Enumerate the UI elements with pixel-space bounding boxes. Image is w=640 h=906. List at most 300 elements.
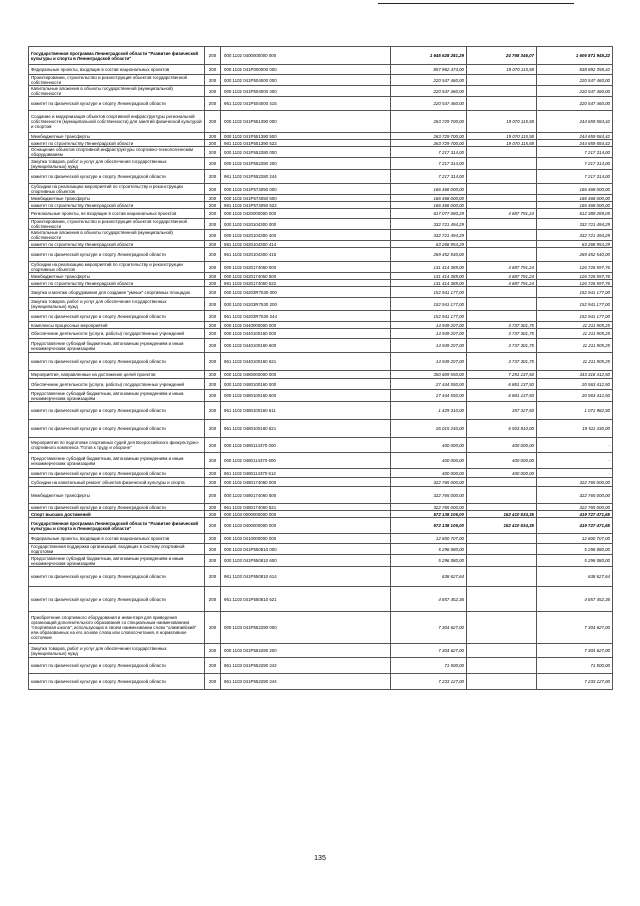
row-line-code-cell: 200 bbox=[205, 287, 221, 298]
row-executed-amount-cell bbox=[467, 487, 537, 504]
row-approved-amount-cell: 12 600 707,00 bbox=[391, 534, 467, 544]
row-name-cell: комитет по строительству Ленинградской области bbox=[29, 280, 205, 287]
row-unexecuted-amount-cell: 63 268 954,29 bbox=[537, 241, 613, 248]
row-name-cell: Межбюджетные трансферты bbox=[29, 133, 205, 140]
row-name-cell: Федеральные проекты, входящие в состав национальных проектов bbox=[29, 65, 205, 75]
row-classification-code-cell: 961 1102 0420104300 415 bbox=[221, 248, 391, 262]
row-executed-amount-cell bbox=[467, 230, 537, 241]
row-name-cell: Обеспечение деятельности (услуги, работы) государственных учреждений bbox=[29, 329, 205, 339]
row-approved-amount-cell: 269 452 540,00 bbox=[391, 248, 467, 262]
row-name-cell: Обеспечение деятельности (услуги, работы) государственных учреждений bbox=[29, 379, 205, 390]
row-classification-code-cell: 000 1102 041P574050 000 bbox=[221, 184, 391, 195]
row-executed-amount-cell: 152 410 634,35 bbox=[467, 511, 537, 518]
row-line-code-cell: 200 bbox=[205, 158, 221, 170]
row-name-cell: Предоставление субсидий бюджетным, автономным учреждениям и иным некоммерческим организациям bbox=[29, 339, 205, 353]
row-unexecuted-amount-cell: 152 941 177,00 bbox=[537, 311, 613, 322]
row-classification-code-cell: 000 1102 0480100160 000 bbox=[221, 379, 391, 390]
row-classification-code-cell: 000 1102 04203R7530 200 bbox=[221, 298, 391, 311]
row-classification-code-cell: 961 1102 0480174060 521 bbox=[221, 504, 391, 511]
row-unexecuted-amount-cell: 11 211 905,25 bbox=[537, 322, 613, 329]
row-unexecuted-amount-cell: 166 468 000,00 bbox=[537, 202, 613, 209]
row-line-code-cell: 200 bbox=[205, 184, 221, 195]
row-classification-code-cell: 000 1102 0420104300 000 bbox=[221, 219, 391, 230]
row-line-code-cell: 200 bbox=[205, 298, 221, 311]
table-row bbox=[29, 47, 613, 65]
row-approved-amount-cell: 572 138 106,00 bbox=[391, 518, 467, 534]
table-row bbox=[29, 353, 613, 371]
row-classification-code-cell: 000 1103 0000000000 000 bbox=[221, 511, 391, 518]
row-name-cell: Межбюджетные трансферты bbox=[29, 195, 205, 202]
row-line-code-cell: 200 bbox=[205, 658, 221, 674]
row-line-code-cell: 200 bbox=[205, 379, 221, 390]
row-approved-amount-cell: 263 729 700,00 bbox=[391, 111, 467, 133]
row-classification-code-cell: 961 1102 0480114370 612 bbox=[221, 469, 391, 478]
table-row bbox=[29, 219, 613, 230]
row-executed-amount-cell: 6 503 810,00 bbox=[467, 420, 537, 438]
row-line-code-cell: 200 bbox=[205, 518, 221, 534]
row-classification-code-cell: 000 1102 041P552280 200 bbox=[221, 158, 391, 170]
row-line-code-cell: 200 bbox=[205, 86, 221, 97]
row-name-cell: комитет по физической культуре и спорту Ленинградской области bbox=[29, 353, 205, 371]
row-unexecuted-amount-cell: 71 500,00 bbox=[537, 658, 613, 674]
row-unexecuted-amount-cell: 220 547 460,00 bbox=[537, 97, 613, 111]
row-name-cell: комитет по строительству Ленинградской области bbox=[29, 241, 205, 248]
row-name-cell: Федеральные проекты, входящие в состав национальных проектов bbox=[29, 534, 205, 544]
budget-table-container bbox=[28, 46, 612, 690]
row-unexecuted-amount-cell: 269 452 540,00 bbox=[537, 248, 613, 262]
row-classification-code-cell: 000 1102 041P504000 400 bbox=[221, 86, 391, 97]
row-unexecuted-amount-cell: - bbox=[537, 453, 613, 469]
row-approved-amount-cell: 166 468 000,00 bbox=[391, 184, 467, 195]
table-row bbox=[29, 402, 613, 420]
row-line-code-cell: 200 bbox=[205, 170, 221, 184]
row-executed-amount-cell: 4 687 791,24 bbox=[467, 209, 537, 219]
row-approved-amount-cell: 71 500,00 bbox=[391, 658, 467, 674]
row-name-cell: Проектирование, строительство и реконструкция объектов государственной собственности bbox=[29, 219, 205, 230]
row-classification-code-cell: 000 1103 041P550810 600 bbox=[221, 555, 391, 567]
row-line-code-cell: 200 bbox=[205, 230, 221, 241]
row-executed-amount-cell bbox=[467, 555, 537, 567]
row-classification-code-cell: 000 1102 041P552280 000 bbox=[221, 147, 391, 158]
row-approved-amount-cell: 263 729 700,00 bbox=[391, 140, 467, 147]
row-unexecuted-amount-cell: 20 563 412,50 bbox=[537, 379, 613, 390]
table-row bbox=[29, 273, 613, 280]
table-row bbox=[29, 469, 613, 478]
row-classification-code-cell: 961 1102 0480100160 621 bbox=[221, 420, 391, 438]
row-classification-code-cell: 000 1103 041P552290 000 bbox=[221, 612, 391, 644]
table-row bbox=[29, 262, 613, 273]
table-row bbox=[29, 534, 613, 544]
table-row bbox=[29, 329, 613, 339]
row-approved-amount-cell: 322 765 000,00 bbox=[391, 504, 467, 511]
row-name-cell: Межбюджетные трансферты bbox=[29, 487, 205, 504]
row-unexecuted-amount-cell: 166 468 000,00 bbox=[537, 184, 613, 195]
row-executed-amount-cell bbox=[467, 544, 537, 555]
row-executed-amount-cell: 400 000,00 bbox=[467, 438, 537, 453]
row-classification-code-cell: 000 1103 0410000000 000 bbox=[221, 534, 391, 544]
row-unexecuted-amount-cell: 220 547 460,00 bbox=[537, 75, 613, 86]
row-name-cell: Предоставление субсидий бюджетным, автономным учреждениям и иным некоммерческим организациям bbox=[29, 555, 205, 567]
row-unexecuted-amount-cell: 244 659 584,42 bbox=[537, 140, 613, 147]
row-line-code-cell: 200 bbox=[205, 47, 221, 65]
row-line-code-cell: 200 bbox=[205, 111, 221, 133]
row-executed-amount-cell bbox=[467, 534, 537, 544]
row-classification-code-cell: 961 1103 041P550810 621 bbox=[221, 587, 391, 612]
row-unexecuted-amount-cell: 126 726 597,76 bbox=[537, 273, 613, 280]
row-name-cell: Капитальные вложения в объекты государственной (муниципальной) собственности bbox=[29, 230, 205, 241]
row-name-cell: комитет по физической культуре и спорту Ленинградской области bbox=[29, 469, 205, 478]
row-classification-code-cell: 000 1103 0400000000 000 bbox=[221, 518, 391, 534]
row-line-code-cell: 200 bbox=[205, 420, 221, 438]
row-classification-code-cell: 000 1102 0440000000 000 bbox=[221, 322, 391, 329]
row-line-code-cell: 200 bbox=[205, 248, 221, 262]
row-executed-amount-cell bbox=[467, 75, 537, 86]
row-executed-amount-cell bbox=[467, 86, 537, 97]
row-unexecuted-amount-cell: 7 233 127,00 bbox=[537, 674, 613, 690]
row-unexecuted-amount-cell: 7 217 314,00 bbox=[537, 147, 613, 158]
row-executed-amount-cell bbox=[467, 298, 537, 311]
table-row bbox=[29, 390, 613, 402]
table-row bbox=[29, 371, 613, 379]
table-row bbox=[29, 147, 613, 158]
row-approved-amount-cell: 7 217 314,00 bbox=[391, 170, 467, 184]
table-row bbox=[29, 511, 613, 518]
budget-table bbox=[28, 46, 613, 690]
row-approved-amount-cell: 152 941 177,00 bbox=[391, 287, 467, 298]
row-executed-amount-cell bbox=[467, 158, 537, 170]
row-classification-code-cell: 000 1102 0420174050 000 bbox=[221, 262, 391, 273]
row-approved-amount-cell: 7 217 314,00 bbox=[391, 158, 467, 170]
row-approved-amount-cell: 14 949 207,00 bbox=[391, 353, 467, 371]
row-name-cell: Оснащение объектов спортивной инфраструктуры спортивно-технологическим оборудованием bbox=[29, 147, 205, 158]
table-row bbox=[29, 518, 613, 534]
row-approved-amount-cell: 7 304 627,00 bbox=[391, 644, 467, 658]
row-name-cell: Создание и модернизация объектов спортивной инфраструктуры региональной собственности (муниципальной собственности) для занятий физической культурой и спортом bbox=[29, 111, 205, 133]
row-approved-amount-cell: 27 444 550,00 bbox=[391, 390, 467, 402]
table-row bbox=[29, 75, 613, 86]
row-executed-amount-cell: 6 881 137,50 bbox=[467, 390, 537, 402]
row-name-cell: комитет по физической культуре и спорту Ленинградской области bbox=[29, 402, 205, 420]
row-unexecuted-amount-cell: 5 296 080,00 bbox=[537, 544, 613, 555]
row-classification-code-cell: 000 1102 0480174060 000 bbox=[221, 478, 391, 487]
row-approved-amount-cell: 27 444 550,00 bbox=[391, 379, 467, 390]
table-row bbox=[29, 140, 613, 147]
row-approved-amount-cell: 220 547 460,00 bbox=[391, 86, 467, 97]
row-approved-amount-cell: 14 949 207,00 bbox=[391, 339, 467, 353]
row-executed-amount-cell: 19 070 115,58 bbox=[467, 65, 537, 75]
row-approved-amount-cell: 5 296 080,00 bbox=[391, 555, 467, 567]
row-executed-amount-cell: 4 687 791,24 bbox=[467, 262, 537, 273]
row-classification-code-cell: 961 1102 04203R7530 244 bbox=[221, 311, 391, 322]
row-line-code-cell: 200 bbox=[205, 273, 221, 280]
row-unexecuted-amount-cell: 7 304 627,00 bbox=[537, 644, 613, 658]
row-classification-code-cell: 000 1102 041P504000 000 bbox=[221, 75, 391, 86]
row-line-code-cell: 200 bbox=[205, 544, 221, 555]
row-name-cell: Спорт высших достижений bbox=[29, 511, 205, 518]
table-row bbox=[29, 674, 613, 690]
row-approved-amount-cell: 332 721 494,29 bbox=[391, 219, 467, 230]
row-unexecuted-amount-cell: 220 547 460,00 bbox=[537, 86, 613, 97]
row-name-cell: Государственная программа Ленинградской области "Развитие физической культуры и спорта в Ленинградской области" bbox=[29, 518, 205, 534]
row-executed-amount-cell bbox=[467, 587, 537, 612]
row-name-cell: комитет по строительству Ленинградской области bbox=[29, 202, 205, 209]
table-row bbox=[29, 287, 613, 298]
row-line-code-cell: 200 bbox=[205, 402, 221, 420]
row-unexecuted-amount-cell: 322 765 000,00 bbox=[537, 504, 613, 511]
row-executed-amount-cell: 400 000,00 bbox=[467, 469, 537, 478]
row-line-code-cell: 200 bbox=[205, 674, 221, 690]
row-unexecuted-amount-cell: 7 217 314,00 bbox=[537, 158, 613, 170]
row-line-code-cell: 200 bbox=[205, 390, 221, 402]
row-executed-amount-cell: 4 687 791,24 bbox=[467, 280, 537, 287]
row-unexecuted-amount-cell: 166 468 000,00 bbox=[537, 195, 613, 202]
row-executed-amount-cell: 3 737 301,75 bbox=[467, 322, 537, 329]
row-approved-amount-cell: 5 296 080,00 bbox=[391, 544, 467, 555]
row-executed-amount-cell bbox=[467, 170, 537, 184]
row-name-cell: Капитальные вложения в объекты государственной (муниципальной) собственности bbox=[29, 86, 205, 97]
row-classification-code-cell: 000 1102 04203R7530 000 bbox=[221, 287, 391, 298]
table-row bbox=[29, 86, 613, 97]
row-name-cell: Субсидии на капитальный ремонт объектов физической культуры и спорта bbox=[29, 478, 205, 487]
table-row bbox=[29, 644, 613, 658]
row-line-code-cell: 200 bbox=[205, 534, 221, 544]
row-classification-code-cell: 000 1102 0480100160 600 bbox=[221, 390, 391, 402]
row-classification-code-cell: 000 1102 0420000000 000 bbox=[221, 209, 391, 219]
row-name-cell: Мероприятия, направленные на достижение целей проектов bbox=[29, 371, 205, 379]
row-name-cell: Субсидии на реализацию мероприятий по строительству и реконструкции спортивных объектов bbox=[29, 262, 205, 273]
row-unexecuted-amount-cell: 7 304 627,00 bbox=[537, 612, 613, 644]
row-approved-amount-cell: 322 765 000,00 bbox=[391, 487, 467, 504]
row-unexecuted-amount-cell: 7 217 314,00 bbox=[537, 170, 613, 184]
row-line-code-cell: 200 bbox=[205, 202, 221, 209]
row-unexecuted-amount-cell: 612 389 289,05 bbox=[537, 209, 613, 219]
row-executed-amount-cell bbox=[467, 147, 537, 158]
row-classification-code-cell: 961 1102 0480100160 611 bbox=[221, 402, 391, 420]
row-executed-amount-cell bbox=[467, 311, 537, 322]
row-name-cell: Приобретение спортивного оборудования и инвентаря для приведения организаций дополнительного образования со специальным наименованием "спортивная школа", использующих в своем наименовании слово "олимпийский" или образованных на его основе слова или словосочетания, в нормативное состояние bbox=[29, 612, 205, 644]
row-line-code-cell: 200 bbox=[205, 311, 221, 322]
page-number: 135 bbox=[314, 855, 326, 862]
row-classification-code-cell: 000 1103 041P552290 200 bbox=[221, 644, 391, 658]
row-line-code-cell: 200 bbox=[205, 329, 221, 339]
row-approved-amount-cell: 14 949 207,00 bbox=[391, 329, 467, 339]
table-row bbox=[29, 504, 613, 511]
row-executed-amount-cell: 19 070 115,58 bbox=[467, 133, 537, 140]
row-unexecuted-amount-cell: 12 600 707,00 bbox=[537, 534, 613, 544]
row-executed-amount-cell bbox=[467, 219, 537, 230]
row-unexecuted-amount-cell: 11 211 905,25 bbox=[537, 353, 613, 371]
row-classification-code-cell: 961 1102 0440100160 621 bbox=[221, 353, 391, 371]
row-line-code-cell: 200 bbox=[205, 97, 221, 111]
row-name-cell: Закупка и монтаж оборудования для создания "умных" спортивных площадок bbox=[29, 287, 205, 298]
row-approved-amount-cell: 400 000,00 bbox=[391, 438, 467, 453]
row-line-code-cell: 200 bbox=[205, 133, 221, 140]
table-row bbox=[29, 97, 613, 111]
table-row bbox=[29, 170, 613, 184]
row-executed-amount-cell bbox=[467, 195, 537, 202]
top-rule bbox=[378, 3, 574, 4]
row-unexecuted-amount-cell: 152 941 177,00 bbox=[537, 298, 613, 311]
row-approved-amount-cell: 638 627,64 bbox=[391, 567, 467, 587]
row-executed-amount-cell bbox=[467, 184, 537, 195]
row-executed-amount-cell: 152 410 634,35 bbox=[467, 518, 537, 534]
row-line-code-cell: 200 bbox=[205, 209, 221, 219]
row-unexecuted-amount-cell: 5 296 080,00 bbox=[537, 555, 613, 567]
row-executed-amount-cell bbox=[467, 241, 537, 248]
row-line-code-cell: 200 bbox=[205, 555, 221, 567]
row-unexecuted-amount-cell: 332 721 494,29 bbox=[537, 230, 613, 241]
table-row bbox=[29, 298, 613, 311]
row-executed-amount-cell: 400 000,00 bbox=[467, 453, 537, 469]
row-unexecuted-amount-cell: - bbox=[537, 469, 613, 478]
row-approved-amount-cell: 7 304 627,00 bbox=[391, 612, 467, 644]
row-classification-code-cell: 000 1102 0480114370 000 bbox=[221, 438, 391, 453]
row-name-cell: Государственная программа Ленинградской области "Развитие физической культуры и спорта в Ленинградской области" bbox=[29, 47, 205, 65]
row-classification-code-cell: 000 1102 0480174060 500 bbox=[221, 487, 391, 504]
row-approved-amount-cell: 322 765 000,00 bbox=[391, 478, 467, 487]
row-name-cell: Закупка товаров, работ и услуг для обеспечения государственных (муниципальных) нужд bbox=[29, 298, 205, 311]
row-name-cell: Региональные проекты, не входящие в состав национальных проектов bbox=[29, 209, 205, 219]
row-line-code-cell: 200 bbox=[205, 567, 221, 587]
row-name-cell: Предоставление субсидий бюджетным, автономным учреждениям и иным некоммерческим организациям bbox=[29, 453, 205, 469]
row-line-code-cell: 200 bbox=[205, 280, 221, 287]
row-line-code-cell: 200 bbox=[205, 371, 221, 379]
row-approved-amount-cell: 7 217 314,00 bbox=[391, 147, 467, 158]
table-row bbox=[29, 567, 613, 587]
row-executed-amount-cell bbox=[467, 287, 537, 298]
row-classification-code-cell: 000 1102 041P000000 000 bbox=[221, 65, 391, 75]
row-executed-amount-cell: 19 070 115,58 bbox=[467, 111, 537, 133]
row-unexecuted-amount-cell: 638 627,64 bbox=[537, 567, 613, 587]
table-row bbox=[29, 478, 613, 487]
row-line-code-cell: 200 bbox=[205, 75, 221, 86]
row-classification-code-cell: 961 1102 041P552280 244 bbox=[221, 170, 391, 184]
row-classification-code-cell: 000 1102 0440100160 000 bbox=[221, 329, 391, 339]
table-row bbox=[29, 311, 613, 322]
row-classification-code-cell: 961 1102 041P504000 415 bbox=[221, 97, 391, 111]
table-row bbox=[29, 544, 613, 555]
row-name-cell: Мероприятия по подготовке спортивных судей для Всероссийского физкультурно-спортивного комплекса "Готов к труду и обороне" bbox=[29, 438, 205, 453]
table-row bbox=[29, 241, 613, 248]
row-executed-amount-cell: 7 291 137,50 bbox=[467, 371, 537, 379]
row-unexecuted-amount-cell: 4 657 452,36 bbox=[537, 587, 613, 612]
row-classification-code-cell: 000 1102 041P551390 500 bbox=[221, 133, 391, 140]
table-row bbox=[29, 65, 613, 75]
row-name-cell: комитет по физической культуре и спорту Ленинградской области bbox=[29, 97, 205, 111]
row-approved-amount-cell: 857 962 474,00 bbox=[391, 65, 467, 75]
row-unexecuted-amount-cell: 11 211 905,25 bbox=[537, 329, 613, 339]
row-line-code-cell: 200 bbox=[205, 478, 221, 487]
row-name-cell: Закупка товаров, работ и услуг для обеспечения государственных (муниципальных) нужд bbox=[29, 644, 205, 658]
row-executed-amount-cell bbox=[467, 248, 537, 262]
row-approved-amount-cell: 4 657 452,36 bbox=[391, 587, 467, 612]
row-approved-amount-cell: 166 468 000,00 bbox=[391, 202, 467, 209]
row-name-cell: комитет по физической культуре и спорту Ленинградской области bbox=[29, 674, 205, 690]
row-executed-amount-cell: 3 737 301,75 bbox=[467, 329, 537, 339]
table-row bbox=[29, 184, 613, 195]
row-approved-amount-cell: 152 941 177,00 bbox=[391, 298, 467, 311]
row-classification-code-cell: 000 1102 0400000000 000 bbox=[221, 47, 391, 65]
row-name-cell: комитет по физической культуре и спорту Ленинградской области bbox=[29, 658, 205, 674]
row-line-code-cell: 200 bbox=[205, 65, 221, 75]
row-classification-code-cell: 981 1102 041P551390 522 bbox=[221, 140, 391, 147]
row-classification-code-cell: 000 1102 0480000000 000 bbox=[221, 371, 391, 379]
row-executed-amount-cell: 24 768 346,07 bbox=[467, 47, 537, 65]
row-executed-amount-cell: 4 687 791,24 bbox=[467, 273, 537, 280]
table-row bbox=[29, 111, 613, 133]
row-approved-amount-cell: 1 645 628 281,29 bbox=[391, 47, 467, 65]
table-row bbox=[29, 339, 613, 353]
row-name-cell: Проектирование, строительство и реконструкция объектов государственной собственности bbox=[29, 75, 205, 86]
row-unexecuted-amount-cell: 1 606 871 945,22 bbox=[537, 47, 613, 65]
row-approved-amount-cell: 220 547 460,00 bbox=[391, 75, 467, 86]
row-executed-amount-cell bbox=[467, 567, 537, 587]
row-name-cell: комитет по строительству Ленинградской области bbox=[29, 140, 205, 147]
table-row bbox=[29, 487, 613, 504]
row-approved-amount-cell: 350 609 550,00 bbox=[391, 371, 467, 379]
row-unexecuted-amount-cell: 152 941 177,00 bbox=[537, 287, 613, 298]
row-executed-amount-cell bbox=[467, 674, 537, 690]
row-unexecuted-amount-cell: 322 765 000,00 bbox=[537, 487, 613, 504]
table-row bbox=[29, 133, 613, 140]
row-line-code-cell: 200 bbox=[205, 453, 221, 469]
row-unexecuted-amount-cell: 126 726 597,76 bbox=[537, 262, 613, 273]
row-unexecuted-amount-cell: - bbox=[537, 438, 613, 453]
row-classification-code-cell: 981 1102 041P574050 522 bbox=[221, 202, 391, 209]
row-approved-amount-cell: 152 941 177,00 bbox=[391, 311, 467, 322]
row-name-cell: комитет по физической культуре и спорту Ленинградской области bbox=[29, 420, 205, 438]
table-row bbox=[29, 230, 613, 241]
row-line-code-cell: 200 bbox=[205, 339, 221, 353]
row-executed-amount-cell bbox=[467, 504, 537, 511]
row-classification-code-cell: 961 1103 041P552290 244 bbox=[221, 674, 391, 690]
row-line-code-cell: 200 bbox=[205, 487, 221, 504]
row-name-cell: комитет по физической культуре и спорту Ленинградской области bbox=[29, 587, 205, 612]
row-unexecuted-amount-cell: 244 659 584,42 bbox=[537, 111, 613, 133]
table-row bbox=[29, 379, 613, 390]
row-name-cell: комитет по физической культуре и спорту Ленинградской области bbox=[29, 567, 205, 587]
row-name-cell: Межбюджетные трансферты bbox=[29, 273, 205, 280]
row-executed-amount-cell: 3 737 301,75 bbox=[467, 339, 537, 353]
row-classification-code-cell: 000 1102 0420174050 500 bbox=[221, 273, 391, 280]
row-line-code-cell: 200 bbox=[205, 504, 221, 511]
row-unexecuted-amount-cell: 126 726 597,76 bbox=[537, 280, 613, 287]
row-classification-code-cell: 961 1103 041P550810 614 bbox=[221, 567, 391, 587]
row-line-code-cell: 200 bbox=[205, 511, 221, 518]
table-row bbox=[29, 158, 613, 170]
table-row bbox=[29, 248, 613, 262]
row-unexecuted-amount-cell: 19 511 430,00 bbox=[537, 420, 613, 438]
row-name-cell: Государственная поддержка организаций, входящих в систему спортивной подготовки bbox=[29, 544, 205, 555]
row-unexecuted-amount-cell: 419 727 471,65 bbox=[537, 518, 613, 534]
row-name-cell: комитет по физической культуре и спорту Ленинградской области bbox=[29, 170, 205, 184]
row-approved-amount-cell: 7 233 127,00 bbox=[391, 674, 467, 690]
row-name-cell: Субсидии на реализацию мероприятий по строительству и реконструкции спортивных объектов bbox=[29, 184, 205, 195]
budget-table-body bbox=[29, 47, 613, 690]
table-row bbox=[29, 438, 613, 453]
row-name-cell: комитет по физической культуре и спорту Ленинградской области bbox=[29, 504, 205, 511]
row-executed-amount-cell bbox=[467, 612, 537, 644]
row-name-cell: Закупка товаров, работ и услуг для обеспечения государственных (муниципальных) нужд bbox=[29, 158, 205, 170]
row-line-code-cell: 200 bbox=[205, 262, 221, 273]
table-row bbox=[29, 209, 613, 219]
row-executed-amount-cell: 19 070 115,58 bbox=[467, 140, 537, 147]
row-approved-amount-cell: 263 729 700,00 bbox=[391, 133, 467, 140]
table-row bbox=[29, 202, 613, 209]
row-approved-amount-cell: 131 414 389,00 bbox=[391, 262, 467, 273]
row-line-code-cell: 200 bbox=[205, 353, 221, 371]
row-executed-amount-cell: 6 881 137,50 bbox=[467, 379, 537, 390]
